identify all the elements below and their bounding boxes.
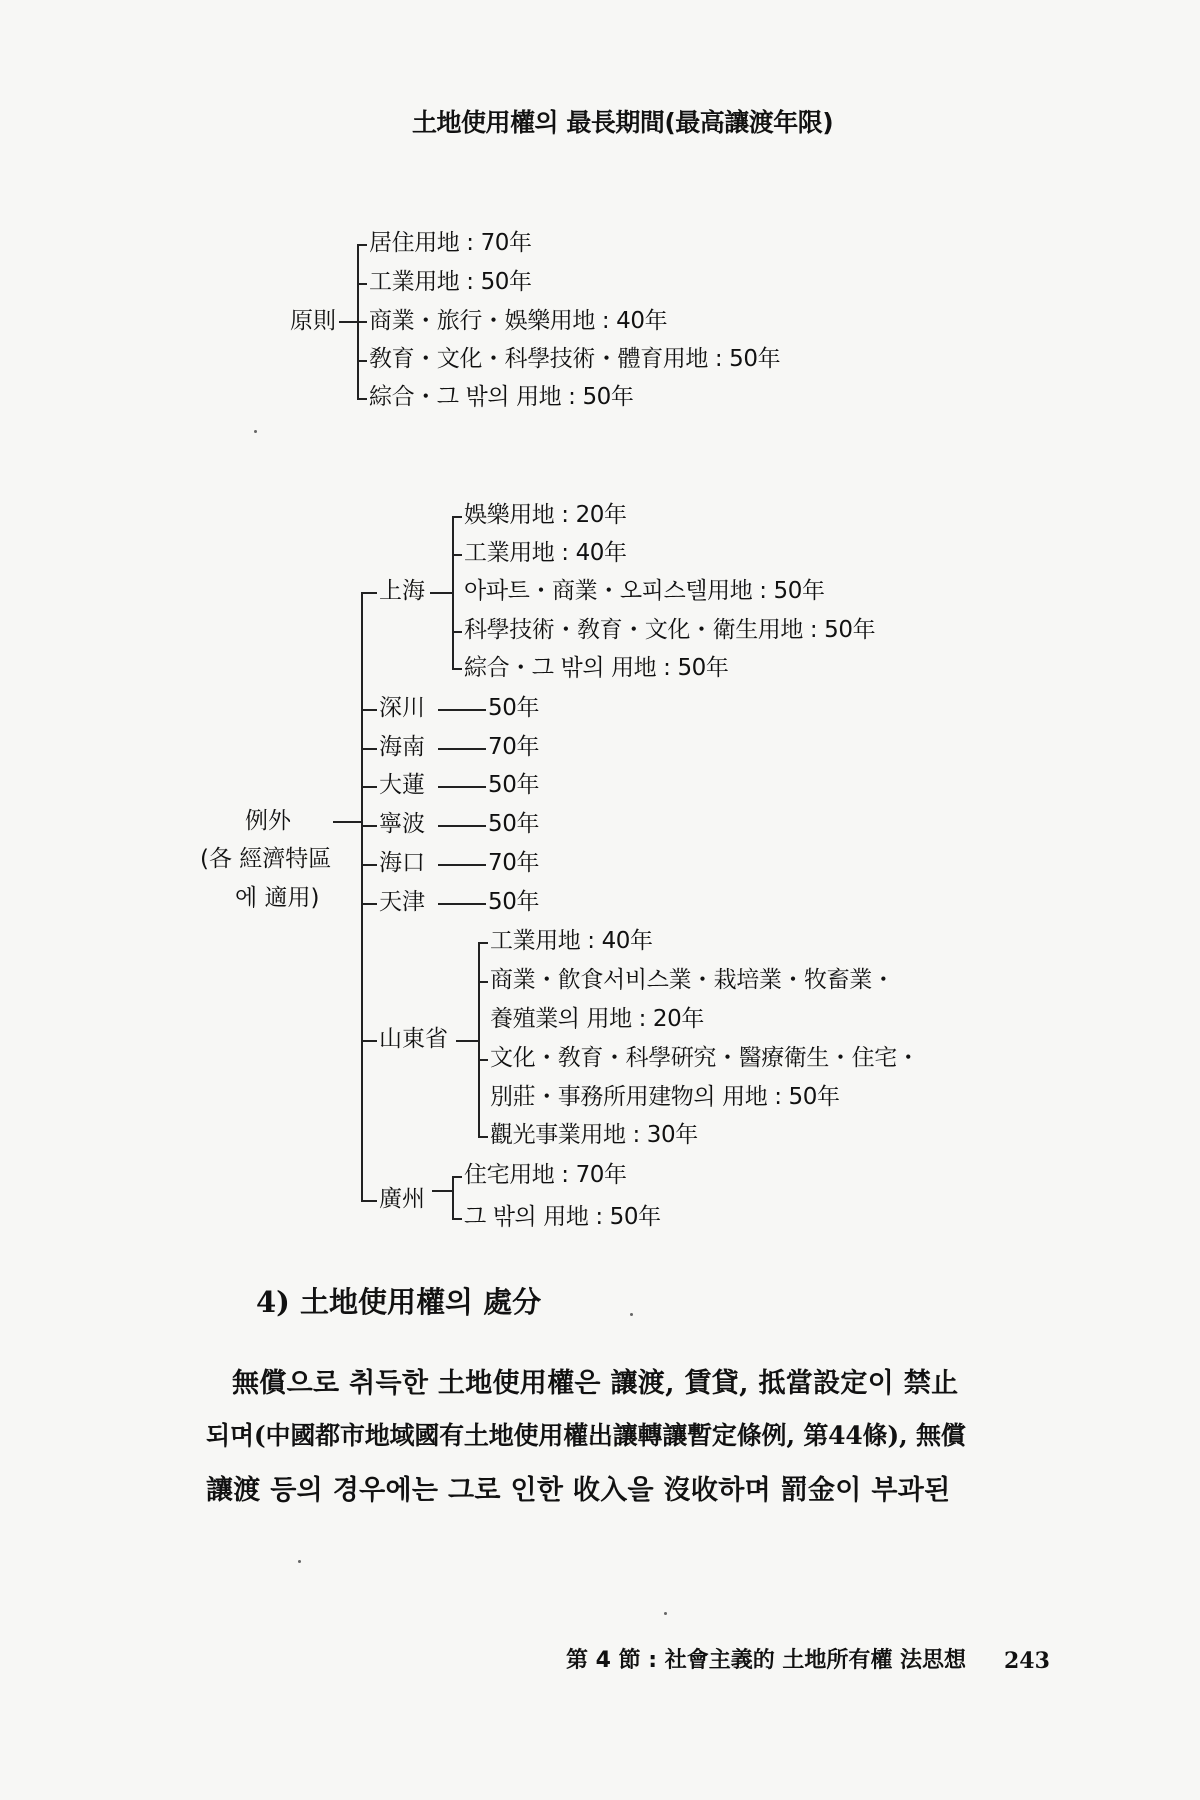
shandong-bracket (478, 942, 480, 1138)
city-value: 50年 (488, 695, 540, 721)
shandong-item: 觀光事業用地 : 30年 (490, 1122, 698, 1148)
exception-label-note: (各 經濟特區 (200, 846, 332, 872)
shandong-item: 別莊・事務所用建物의 用地 : 50年 (490, 1084, 840, 1110)
exception-connector (333, 821, 361, 823)
guangzhou-item: 그 밖의 用地 : 50年 (464, 1204, 661, 1230)
city-name: 海南 (379, 734, 425, 760)
principle-item: 敎育・文化・科學技術・體育用地 : 50年 (369, 346, 781, 372)
footer-chapter: 第 4 節 : 社會主義的 土地所有權 法思想 (566, 1648, 967, 1673)
body-line: 되며(中國都市地域國有土地使用權出讓轉讓暫定條例, 第44條), 無償 (206, 1421, 966, 1450)
exception-label: 例外 (245, 808, 291, 834)
city-name: 天津 (379, 889, 425, 915)
principle-bracket (357, 244, 359, 400)
shandong-item: 工業用地 : 40年 (490, 928, 653, 954)
shanghai-bracket (452, 516, 454, 670)
city-name: 大蓮 (379, 772, 425, 798)
city-name: 深川 (379, 695, 425, 721)
shandong-item: 文化・敎育・科學硏究・醫療衛生・住宅・ (490, 1045, 920, 1071)
shanghai-item: 工業用地 : 40年 (464, 540, 627, 566)
city-value: 50年 (488, 811, 540, 837)
city-value: 70年 (488, 850, 540, 876)
exception-label-note: 에 適用) (235, 885, 320, 911)
shanghai-item: 綜合・그 밖의 用地 : 50年 (464, 655, 729, 681)
principle-label: 原則 (290, 308, 336, 334)
shanghai-item: 科學技術・敎育・文化・衛生用地 : 50年 (464, 617, 876, 643)
city-name: 寧波 (379, 811, 425, 837)
shanghai-item: 娛樂用地 : 20年 (464, 502, 627, 528)
city-shandong: 山東省 (379, 1026, 448, 1052)
principle-item: 工業用地 : 50年 (369, 269, 532, 295)
city-value: 50年 (488, 772, 540, 798)
city-value: 50年 (488, 889, 540, 915)
city-shanghai: 上海 (379, 578, 425, 604)
principle-connector (339, 321, 367, 323)
body-line: 無償으로 취득한 土地使用權은 讓渡, 賃貸, 抵當設定이 禁止 (232, 1368, 959, 1399)
page-title: 土地使用權의 最長期間(最高讓渡年限) (412, 108, 834, 137)
principle-item: 綜合・그 밖의 用地 : 50年 (369, 384, 634, 410)
section-heading: 4) 土地使用權의 處分 (256, 1285, 542, 1319)
principle-item: 居住用地 : 70年 (369, 230, 532, 256)
city-name: 海口 (379, 850, 425, 876)
city-guangzhou: 廣州 (379, 1186, 425, 1212)
body-line: 讓渡 등의 경우에는 그로 인한 收入을 沒收하며 罰金이 부과된 (206, 1475, 951, 1506)
guangzhou-item: 住宅用地 : 70年 (464, 1162, 627, 1188)
exception-bracket (361, 592, 363, 1202)
guangzhou-bracket (452, 1176, 454, 1220)
shanghai-item: 아파트・商業・오피스텔用地 : 50年 (464, 578, 825, 604)
city-value: 70年 (488, 734, 540, 760)
shandong-item: 養殖業의 用地 : 20年 (490, 1006, 704, 1032)
shandong-item: 商業・飮食서비스業・栽培業・牧畜業・ (490, 967, 895, 993)
page-number: 243 (1004, 1648, 1050, 1674)
principle-item: 商業・旅行・娛樂用地 : 40年 (369, 308, 668, 334)
